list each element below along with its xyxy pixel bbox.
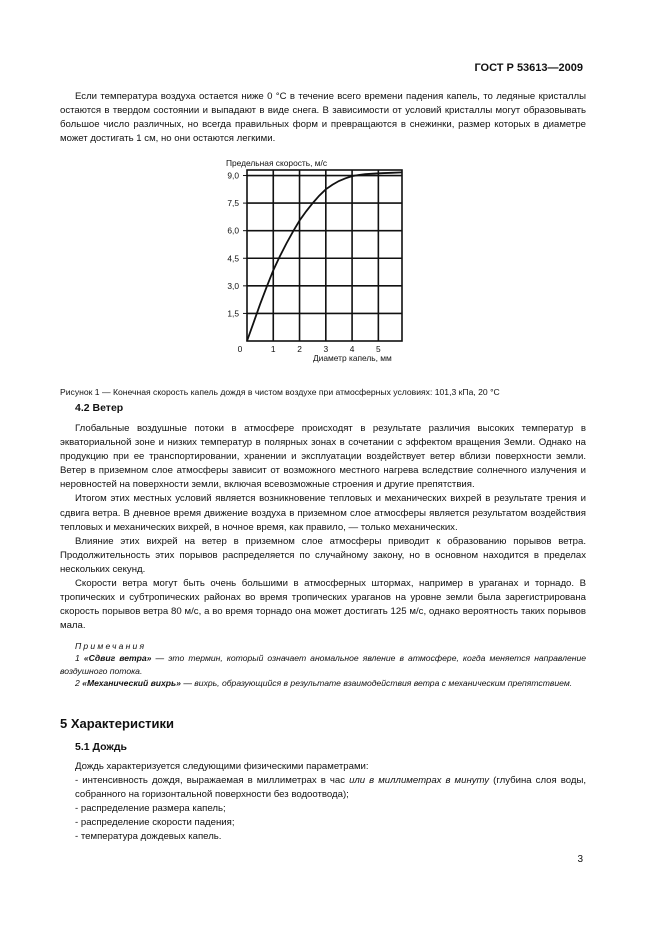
list-item: - температура дождевых капель. [75,831,222,843]
chart-x-tick-label: 0 [237,344,243,354]
chart-grid [243,170,402,341]
figure-caption: Рисунок 1 — Конечная скорость капель дождя в чистом воздухе при атмосферных условиях: 101,3 кПа, 20 °С [60,387,500,397]
section-5-1-body [60,760,586,845]
note-item-2: 2 «Механический вихрь» — вихрь, образующийся в результате взаимодействия ветра с механическим препятствием. [75,678,573,689]
chart-y-axis-title: Предельная скорость, м/с [226,158,328,168]
chart-x-tick-label: 5 [376,344,381,354]
section-5-heading: 5 Характеристики [60,716,175,731]
notes-block [60,640,586,690]
paragraph: Итогом этих местных условий является возникновение тепловых и механических вихрей в результате трения и сдвига ветра. В дневное время движение воздуха в приземном слое атмосферы является результатом воздействия тепловых и механических вихрей, в ночное время, как правило, — только механических. [60,493,586,533]
list-item: - распределение размера капель; [75,803,226,815]
paragraph: Скорости ветра могут быть очень большими в атмосферных штормах, например в ураганах и торнадо. В тропических и субтропических районах во время тропических ураганов на уровне земли была зарегистрирована скорость порывов ветра 80 м/с, а во время торнадо она может достигать 125 м/с, однако вероятность таких порывов мала. [60,578,586,632]
chart-y-tick-label: 6,0 [227,225,239,236]
paragraph: Глобальные воздушные потоки в атмосфере происходят в результате различия высоких температур в экваториальной зоне и низких температур в полярных зонах в сочетании с эффектом вращения Земли. Однако на продукцию при ее транспортировании, хранении и эксплуатации воздействует ветер вблизи поверхности земли. Ветер в приземном слое атмосферы зависит от возможного местного нагрева вследствие солнечного излучения и неровностей на поверхности земли, включая всевозможные строения и другие препятствия. [60,423,586,491]
page-number: 3 [577,854,583,865]
list-item: - распределение скорости падения; [75,817,235,829]
notes-title: Примечания [75,641,147,651]
section-4-2-body [60,422,586,633]
chart-y-tick-label: 4,5 [227,253,239,264]
rain-intro: Дождь характеризуется следующими физическими параметрами: [75,761,369,772]
note-item-1: 1 «Сдвиг ветра» — это термин, который означает аномальное явление в атмосфере, когда меняется направление воздушного потока. [60,653,587,676]
paragraph: Влияние этих вихрей на ветер в приземном слое атмосферы приводит к образованию порывов ветра. Продолжительность этих порывов распределяется по случайному закону, но в основном находится в пределах нескольких секунд. [60,535,586,575]
intro-paragraph: Если температура воздуха остается ниже 0 °С в течение всего времени падения капель, то ледяные кристаллы остаются в твердом состоянии и выпадают в виде снега. В зависимости от условий кристаллы могут образовывать большое число различных, но всегда правильных форм и превращаются в снежинки, размер которых в диаметре может достигать 1 см, но они остаются легкими. [60,91,586,145]
chart-x-tick-label: 3 [323,344,329,354]
chart-x-tick-label: 2 [297,344,302,354]
chart-y-tick-label: 3,0 [227,280,239,291]
chart-x-tick-label: 4 [349,344,355,354]
chart-ticks [227,171,381,354]
chart-x-axis-title: Диаметр капель, мм [313,353,392,363]
chart-y-tick-label: 1,5 [227,308,239,319]
document-code: ГОСТ Р 53613—2009 [474,62,583,74]
list-item: - интенсивность дождя, выражаемая в миллиметрах в час или в миллиметрах в минуту (глубина слоя воды, собранного на горизонтальной поверхности без водоотвода); [75,775,587,801]
chart-x-tick-label: 1 [270,344,276,354]
chart-y-tick-label: 7,5 [227,198,239,209]
chart-y-tick-label: 9,0 [227,170,239,181]
section-5-1-heading: 5.1 Дождь [75,741,127,753]
section-4-2-heading: 4.2 Ветер [75,402,124,414]
